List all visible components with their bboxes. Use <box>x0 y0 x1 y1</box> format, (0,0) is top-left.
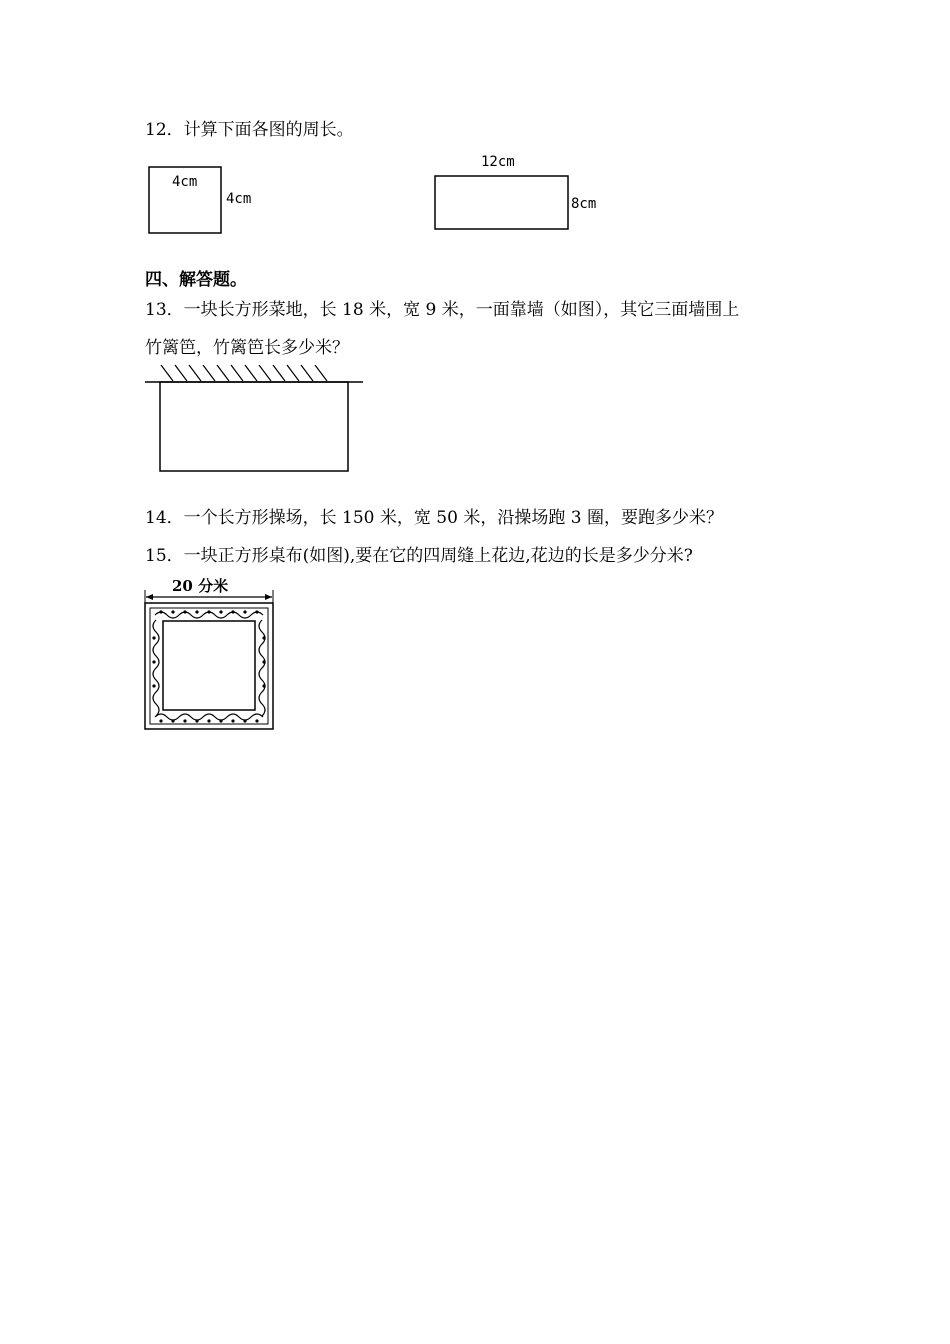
rectangle-top-label: 12cm <box>481 154 515 170</box>
rectangle-figure <box>434 175 574 235</box>
section-heading: 四、解答题。 <box>145 270 247 290</box>
square-top-label: 4cm <box>172 174 198 190</box>
question-15-text: 15．一块正方形桌布(如图),要在它的四周缝上花边,花边的长是多少分米? <box>145 546 693 566</box>
garden-wall-figure <box>145 365 370 480</box>
tablecloth-dim-label: 20 分米 <box>172 577 229 595</box>
square-side-label: 4cm <box>226 191 252 207</box>
question-13-line1: 13．一块长方形菜地，长 18 米，宽 9 米，一面靠墙（如图），其它三面墙围上 <box>145 300 740 320</box>
question-12-text: 12．计算下面各图的周长。 <box>145 120 354 140</box>
rectangle-side-label: 8cm <box>571 196 597 212</box>
question-13-line2: 竹篱笆，竹篱笆长多少米？ <box>145 338 349 358</box>
question-14-text: 14．一个长方形操场，长 150 米，宽 50 米，沿操场跑 3 圈，要跑多少米？ <box>145 508 723 528</box>
tablecloth-figure <box>143 590 278 732</box>
